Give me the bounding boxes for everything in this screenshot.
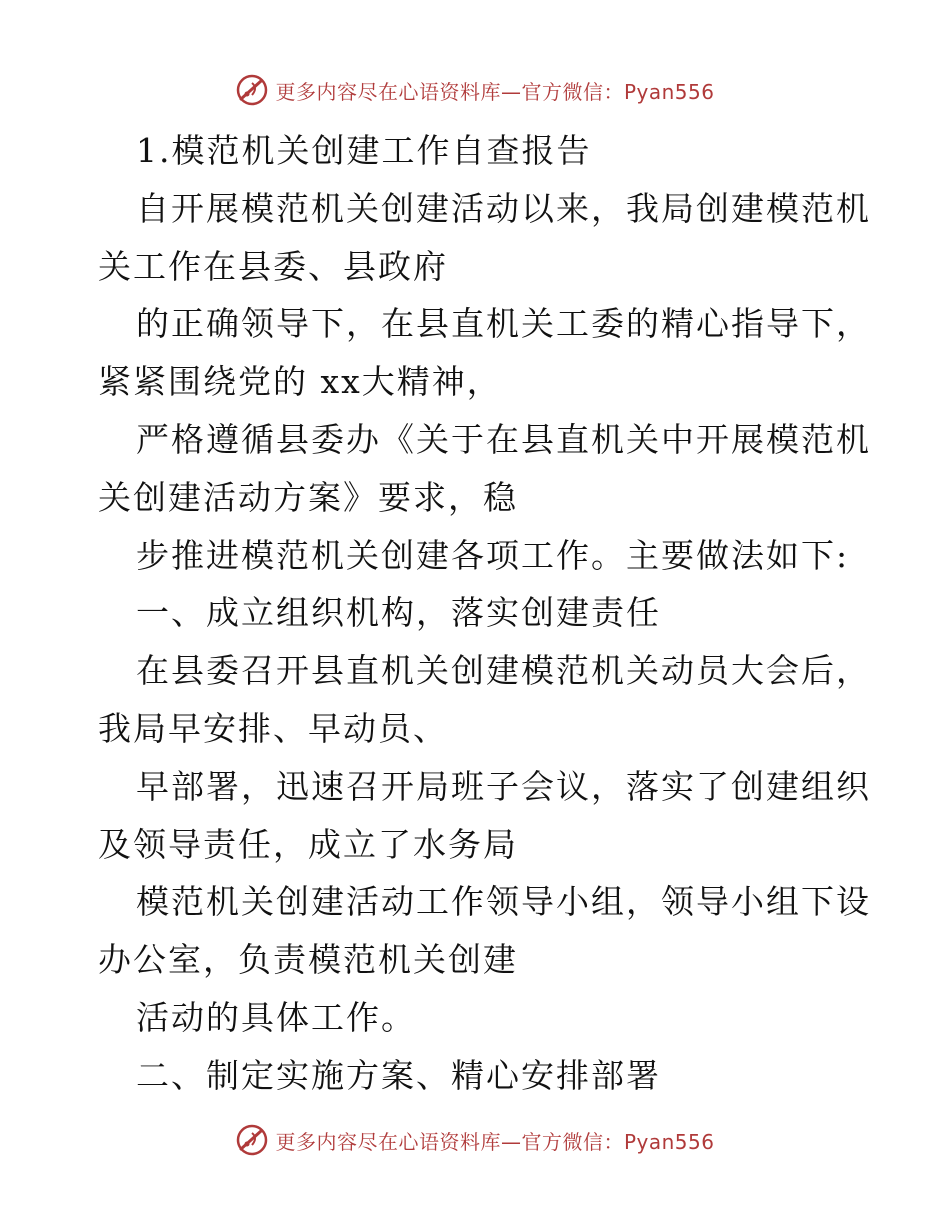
text-line: 关工作在县委、县政府 <box>98 246 448 286</box>
text-line: 紧紧围绕党的 xx大精神， <box>98 362 502 402</box>
footer-watermark-banner <box>0 1120 950 1160</box>
header-watermark-banner <box>0 70 950 110</box>
section-heading: 一、成立组织机构，落实创建责任 <box>136 593 661 633</box>
text-line: 办公室，负责模范机关创建 <box>98 940 518 980</box>
brand-logo-icon <box>235 73 269 107</box>
text-line: 步推进模范机关创建各项工作。主要做法如下: <box>136 535 850 575</box>
footer-watermark-text: 更多内容尽在心语资料库—官方微信：Pyan556 <box>275 1129 715 1154</box>
header-watermark-text: 更多内容尽在心语资料库—官方微信：Pyan556 <box>275 79 715 104</box>
text-line: 早部署，迅速召开局班子会议，落实了创建组织 <box>136 766 871 806</box>
document-body <box>98 122 871 1105</box>
brand-logo-icon <box>235 1123 269 1157</box>
text-line: 的正确领导下，在县直机关工委的精心指导下， <box>136 304 871 344</box>
text-line: 1.模范机关创建工作自查报告 <box>136 131 592 170</box>
text-line: 及领导责任，成立了水务局 <box>98 824 518 864</box>
text-line: 关创建活动方案》要求，稳 <box>98 477 518 517</box>
section-heading: 二、制定实施方案、精心安排部署 <box>136 1055 661 1095</box>
text-line: 我局早安排、早动员、 <box>98 708 448 748</box>
text-line: 严格遵循县委办《关于在县直机关中开展模范机 <box>136 419 871 459</box>
text-line: 在县委召开县直机关创建模范机关动员大会后， <box>136 651 871 691</box>
text-line: 模范机关创建活动工作领导小组，领导小组下设 <box>136 882 871 922</box>
text-line: 活动的具体工作。 <box>136 997 416 1037</box>
text-line: 自开展模范机关创建活动以来，我局创建模范机 <box>136 188 871 228</box>
